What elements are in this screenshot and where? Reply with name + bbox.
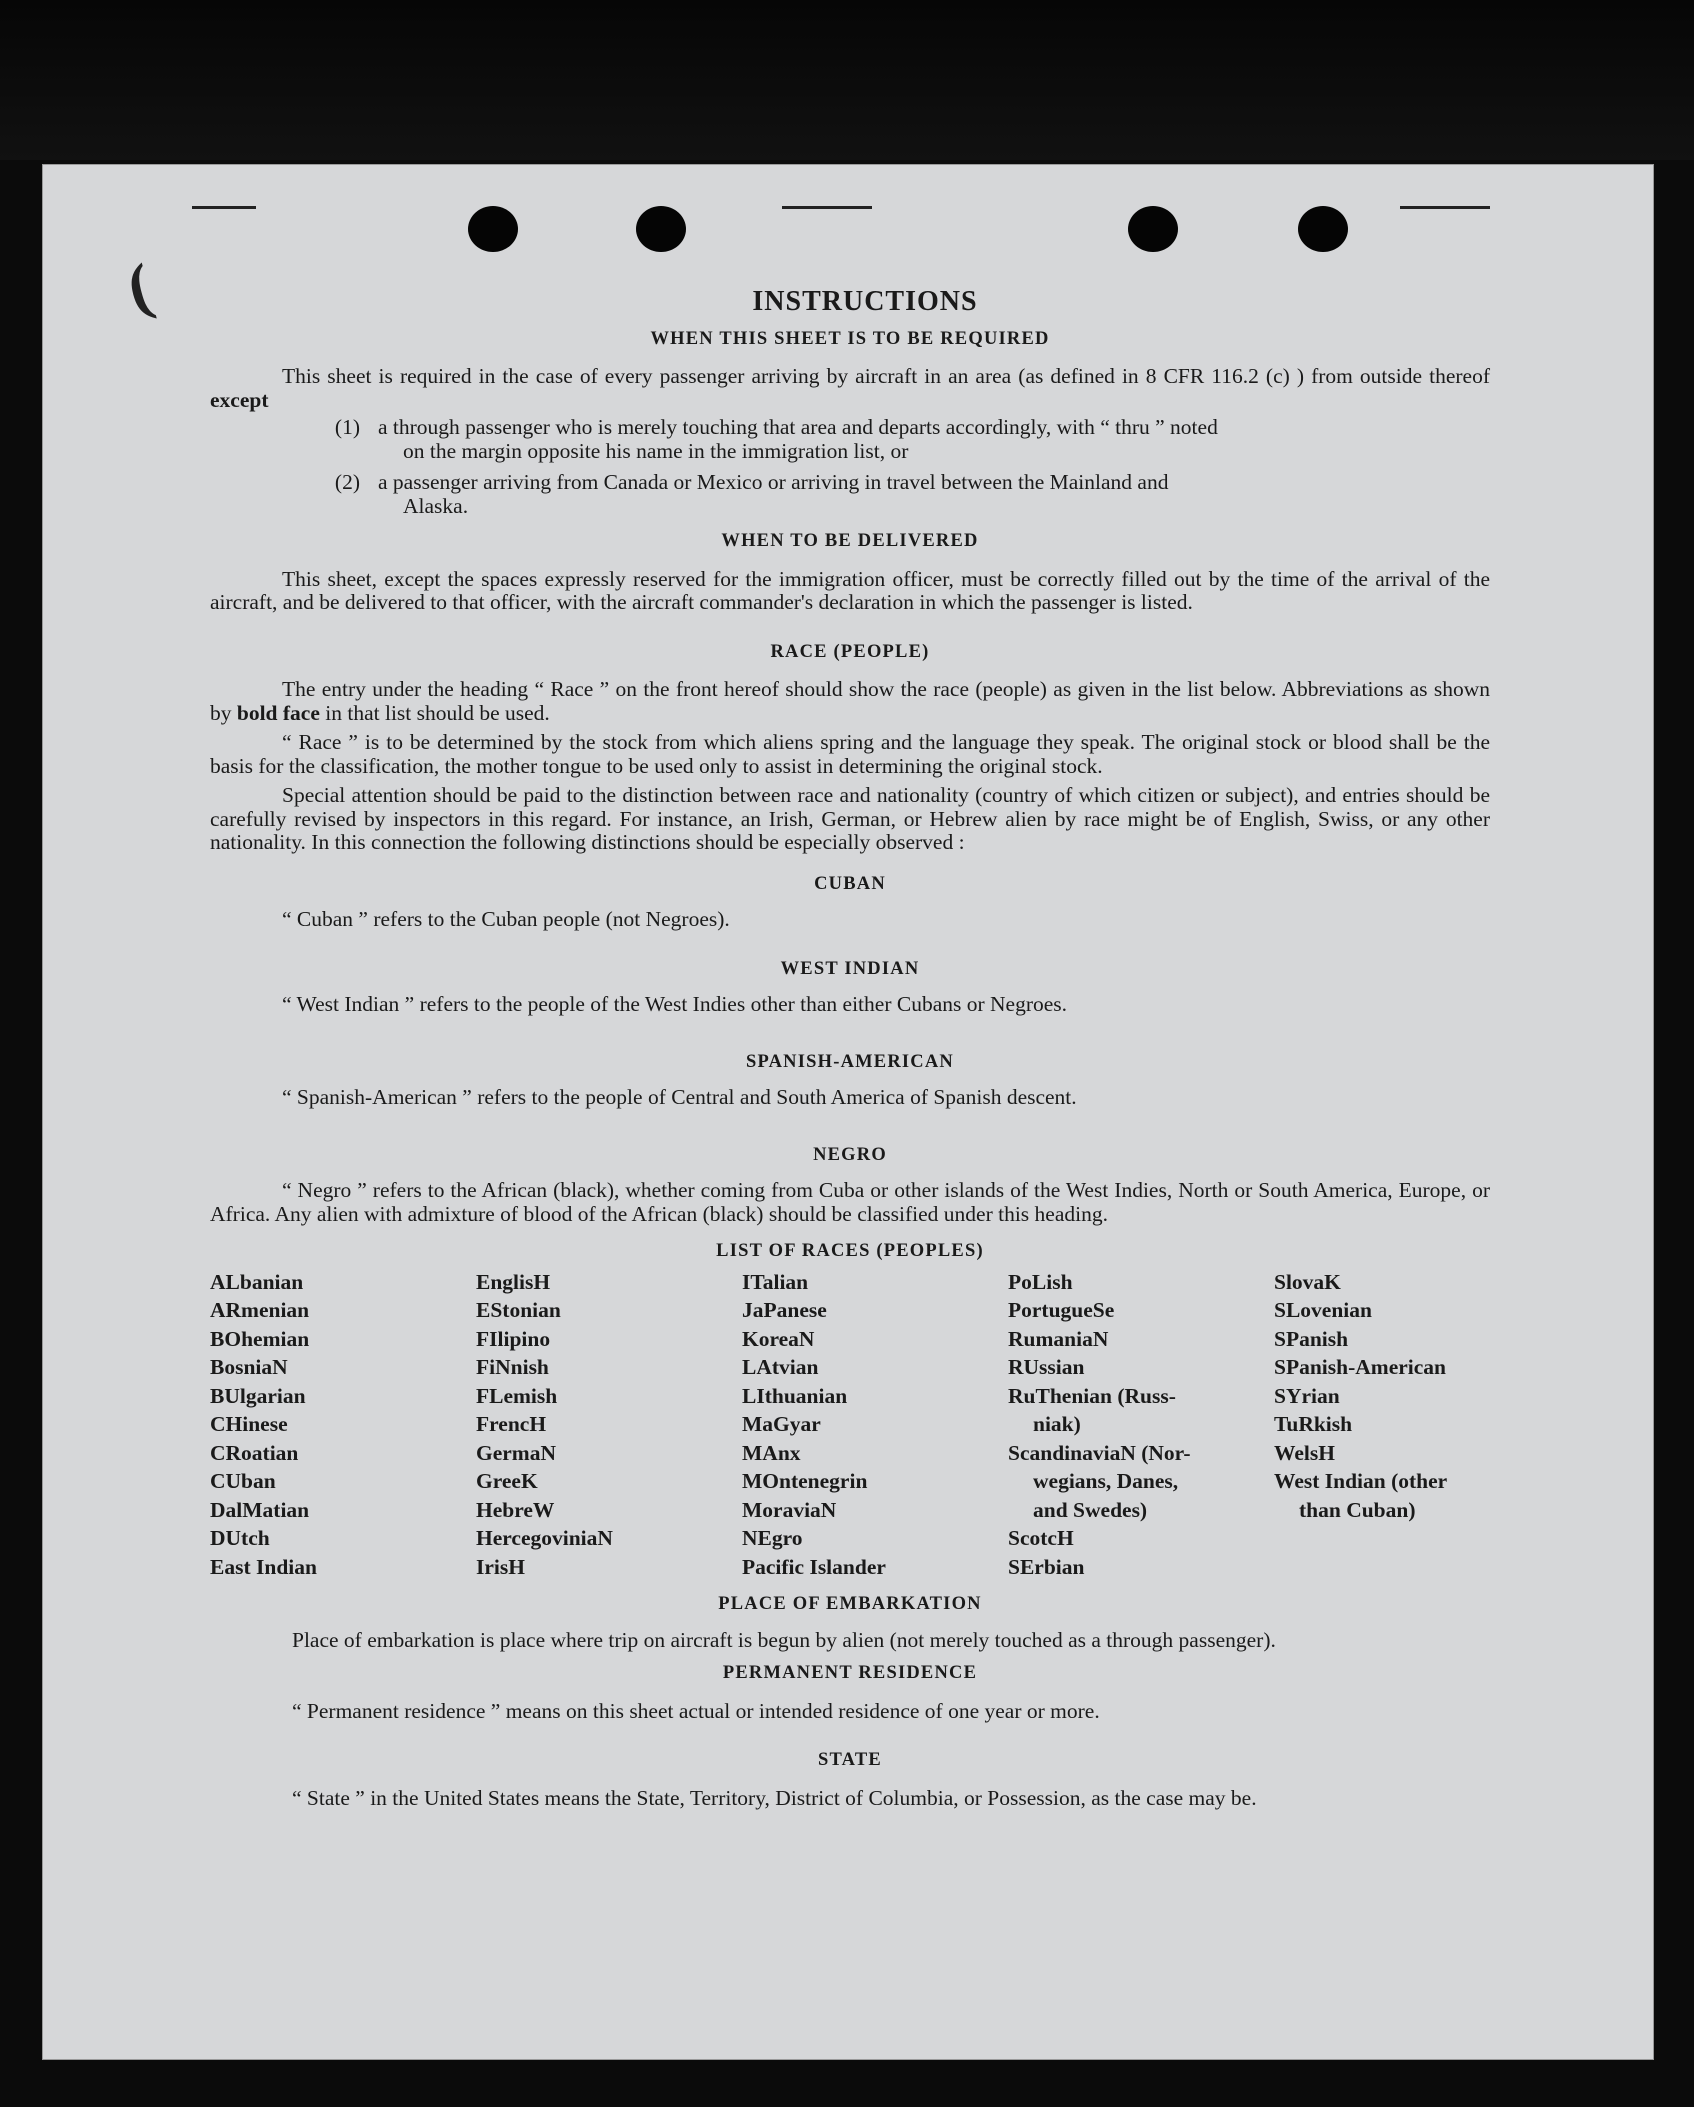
race-item: RUssian (1008, 1355, 1085, 1379)
race-item: HercegoviniaN (476, 1526, 613, 1550)
race-column (476, 1268, 742, 1582)
perforation-mark (782, 206, 872, 209)
race-item: CUban (210, 1469, 276, 1493)
race-item: LIthuanian (742, 1383, 848, 1408)
race-item: GreeK (476, 1469, 538, 1493)
race-item: CRoatian (210, 1440, 299, 1465)
race-item: SlovaK (1274, 1269, 1341, 1294)
race-item-continuation: niak) (1033, 1412, 1081, 1436)
race-item: MaGyar (742, 1412, 821, 1436)
race-item: SErbian (1008, 1554, 1085, 1579)
race-item: EnglisH (476, 1269, 551, 1294)
punch-hole (1298, 206, 1348, 252)
punch-hole (468, 206, 518, 252)
race-item: HebreW (476, 1497, 555, 1522)
race-item: ScotcH (1008, 1526, 1074, 1550)
race-item: ITalian (742, 1269, 809, 1294)
section-heading: SPANISH-AMERICAN (746, 1051, 954, 1072)
race-item: WelsH (1274, 1440, 1335, 1465)
punch-hole (1128, 206, 1178, 252)
paragraph: Special attention should be paid to the distinction between race and nationality (country of which citizen or subject), and entries should be carefully revised by inspectors in this regard. For instance, an Irish, German, or Hebrew alien by race might be of English, Swiss, or any other nationality. In this connection the following distinctions should be especially observed : (210, 783, 1490, 854)
paragraph: This sheet, except the spaces expressly reserved for the immigration officer, must be correctly filled out by the time of the arrival of the aircraft, and be delivered to that officer, with the aircraft commander's declaration in which the passenger is listed. (210, 566, 1490, 614)
section-heading: PERMANENT RESIDENCE (722, 1663, 978, 1683)
paragraph: “ Negro ” refers to the African (black), whether coming from Cuba or other islands of the West Indies, North or South America, Europe, or Africa. Any alien with admixture of blood of the African (black) should be classified under this heading. (210, 1178, 1490, 1226)
race-item: East Indian (210, 1554, 317, 1579)
race-item: GermaN (476, 1440, 556, 1465)
race-item: MAnx (742, 1440, 801, 1465)
section-heading: LIST OF RACES (PEOPLES) (716, 1241, 984, 1261)
race-column (1008, 1268, 1274, 1582)
race-item: ScandinaviaN (Nor- (1008, 1440, 1191, 1465)
race-column (210, 1268, 476, 1582)
instructions-content (210, 286, 1490, 1810)
race-item: LAtvian (742, 1355, 819, 1379)
race-item-continuation: wegians, Danes, (1033, 1469, 1179, 1493)
race-item: Pacific Islander (742, 1554, 886, 1579)
section-heading: RACE (PEOPLE) (770, 641, 930, 662)
section-heading: PLACE OF EMBARKATION (718, 1594, 982, 1614)
race-item: NEgro (742, 1526, 803, 1550)
section-heading: WEST INDIAN (780, 958, 920, 979)
race-item: SPanish (1274, 1326, 1349, 1351)
race-item: BOhemian (210, 1326, 310, 1351)
paragraph: “ Permanent residence ” means on this sheet actual or intended residence of one year or more. (292, 1698, 1100, 1723)
race-column (742, 1268, 1008, 1582)
race-item: RumaniaN (1008, 1326, 1109, 1351)
paragraph: “ West Indian ” refers to the people of the West Indies other than either Cubans or Negroes. (282, 992, 1068, 1016)
race-item: SLovenian (1274, 1298, 1372, 1322)
paragraph: Place of embarkation is place where trip on aircraft is begun by alien (not merely touched as a through passenger). (292, 1627, 1276, 1652)
paragraph: “ State ” in the United States means the State, Territory, District of Columbia, or Possession, as the case may be. (292, 1785, 1257, 1810)
race-item: MoraviaN (742, 1497, 837, 1522)
race-item: PortugueSe (1008, 1298, 1115, 1322)
page-title: INSTRUCTIONS (752, 286, 978, 317)
race-item: TuRkish (1274, 1412, 1353, 1436)
handwritten-mark: ( (119, 249, 159, 324)
race-item: SYrian (1274, 1383, 1340, 1408)
race-item-continuation: and Swedes) (1033, 1497, 1148, 1522)
race-item: CHinese (210, 1412, 288, 1436)
race-item: FrencH (476, 1412, 547, 1436)
list-item: (2) a passenger arriving from Canada or Mexico or arriving in travel between the Mainland and Alaska. (334, 470, 1169, 518)
race-item: West Indian (other (1274, 1469, 1448, 1493)
race-item: RuThenian (Russ- (1008, 1383, 1176, 1408)
paragraph: “ Cuban ” refers to the Cuban people (not Negroes). (282, 907, 730, 931)
race-item: DalMatian (210, 1497, 310, 1522)
race-item: KoreaN (742, 1326, 815, 1351)
paragraph: The entry under the heading “ Race ” on the front hereof should show the race (people) as given in the list below. Abbreviations as shown by bold face in that list should be used. (210, 677, 1490, 725)
perforation-mark (192, 206, 256, 209)
race-item: SPanish-American (1274, 1355, 1446, 1379)
paragraph: This sheet is required in the case of every passenger arriving by aircraft in an area (as defined in 8 CFR 116.2 (c) ) from outside thereof except (210, 364, 1490, 412)
race-item-continuation: than Cuban) (1299, 1497, 1416, 1522)
race-item: FIlipino (476, 1326, 551, 1351)
race-item: PoLish (1008, 1269, 1073, 1294)
section-heading: CUBAN (814, 873, 886, 894)
race-list (210, 1268, 1490, 1582)
race-item: ARmenian (210, 1298, 310, 1322)
list-item: (1) a through passenger who is merely touching that area and departs accordingly, with “ thru ” noted on the margin opposite his name in the immigration list, or (334, 415, 1218, 463)
race-column (1274, 1268, 1514, 1582)
punch-hole (636, 206, 686, 252)
race-item: ALbanian (210, 1269, 304, 1294)
race-item: DUtch (210, 1526, 270, 1550)
race-item: BUlgarian (210, 1383, 306, 1408)
paragraph: “ Spanish-American ” refers to the people of Central and South America of Spanish descent. (282, 1085, 1077, 1109)
section-heading: STATE (818, 1750, 882, 1770)
perforation-mark (1400, 206, 1490, 209)
race-item: MOntenegrin (742, 1469, 868, 1493)
paragraph: “ Race ” is to be determined by the stock from which aliens spring and the language they speak. The original stock or blood shall be the basis for the classification, the mother tongue to be used only to assist in determining the original stock. (210, 730, 1490, 778)
race-item: BosniaN (210, 1355, 288, 1379)
race-item: FiNnish (476, 1355, 549, 1379)
section-heading: WHEN THIS SHEET IS TO BE REQUIRED (650, 328, 1050, 349)
section-heading: NEGRO (813, 1144, 887, 1165)
section-heading: WHEN TO BE DELIVERED (721, 531, 979, 551)
race-item: EStonian (476, 1298, 561, 1322)
race-item: IrisH (476, 1554, 525, 1579)
race-item: JaPanese (742, 1298, 827, 1322)
scan-background (0, 0, 1694, 160)
race-item: FLemish (476, 1383, 558, 1408)
